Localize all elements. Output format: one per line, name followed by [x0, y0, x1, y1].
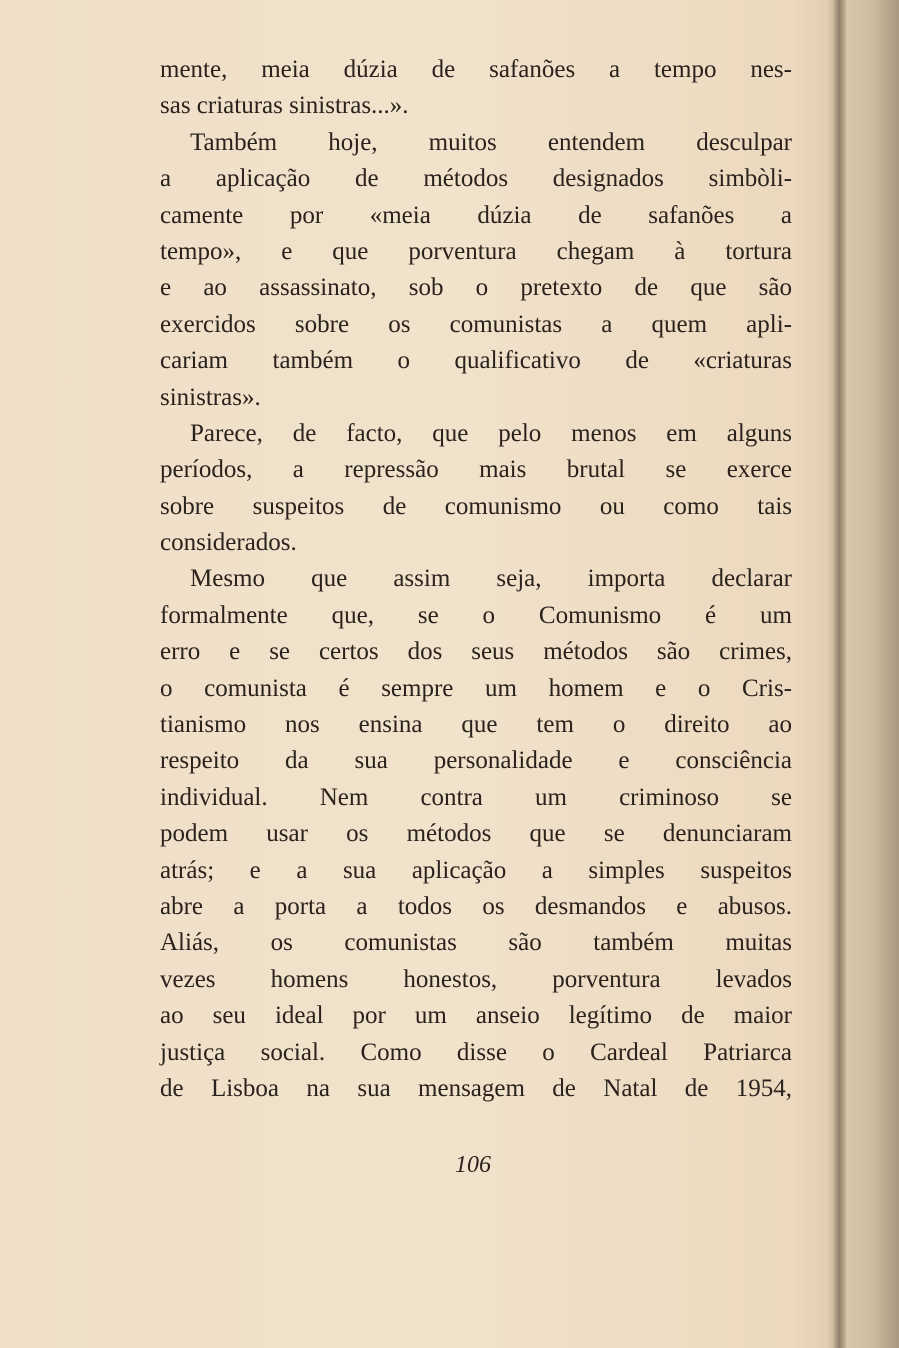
text-line: considerados. — [160, 529, 297, 557]
text-line: sobre suspeitos de comunismo ou como tais — [160, 492, 792, 520]
text-line: atrás; e a sua aplicação a simples suspeitos — [160, 856, 792, 884]
text-line: o comunista é sempre um homem e o Cris- — [160, 674, 792, 702]
text-line: a aplicação de métodos designados simbòli- — [160, 165, 792, 193]
text-line: vezes homens honestos, porventura levados — [160, 965, 792, 993]
text-line: tempo», e que porventura chegam à tortura — [160, 237, 792, 265]
text-line: de Lisboa na sua mensagem de Natal de 1954, — [160, 1074, 792, 1102]
text-line: formalmente que, se o Comunismo é um — [160, 601, 792, 629]
text-line: tianismo nos ensina que tem o direito ao — [160, 711, 792, 739]
text-line: camente por «meia dúzia de safanões a — [160, 201, 792, 229]
text-line: mente, meia dúzia de safanões a tempo nes- — [160, 56, 792, 83]
text-line: sinistras». — [160, 383, 261, 411]
text-line: podem usar os métodos que se denunciaram — [160, 820, 792, 848]
text-line: Também hoje, muitos entendem desculpar — [190, 128, 792, 156]
text-line: Parece, de facto, que pelo menos em alguns — [190, 419, 792, 447]
text-line: e ao assassinato, sob o pretexto de que são — [160, 274, 792, 302]
text-line: Mesmo que assim seja, importa declarar — [190, 565, 792, 593]
text-line: abre a porta a todos os desmandos e abusos. — [160, 892, 792, 920]
text-line: exercidos sobre os comunistas a quem apli- — [160, 310, 792, 338]
page-number: 106 — [455, 1152, 491, 1178]
text-line: ao seu ideal por um anseio legítimo de maior — [160, 1002, 792, 1030]
text-line: erro e se certos dos seus métodos são crimes, — [160, 638, 792, 666]
page-edge-shadow — [832, 0, 846, 1348]
text-line: individual. Nem contra um criminoso se — [160, 783, 792, 811]
body-text — [160, 52, 792, 1107]
text-line: Aliás, os comunistas são também muitas — [160, 929, 792, 957]
text-line: justiça social. Como disse o Cardeal Patriarca — [160, 1038, 792, 1066]
text-line: cariam também o qualificativo de «criaturas — [160, 347, 792, 375]
text-line: respeito da sua personalidade e consciência — [160, 747, 792, 775]
text-line: sas criaturas sinistras...». — [160, 92, 409, 120]
text-line: períodos, a repressão mais brutal se exerce — [160, 456, 792, 484]
